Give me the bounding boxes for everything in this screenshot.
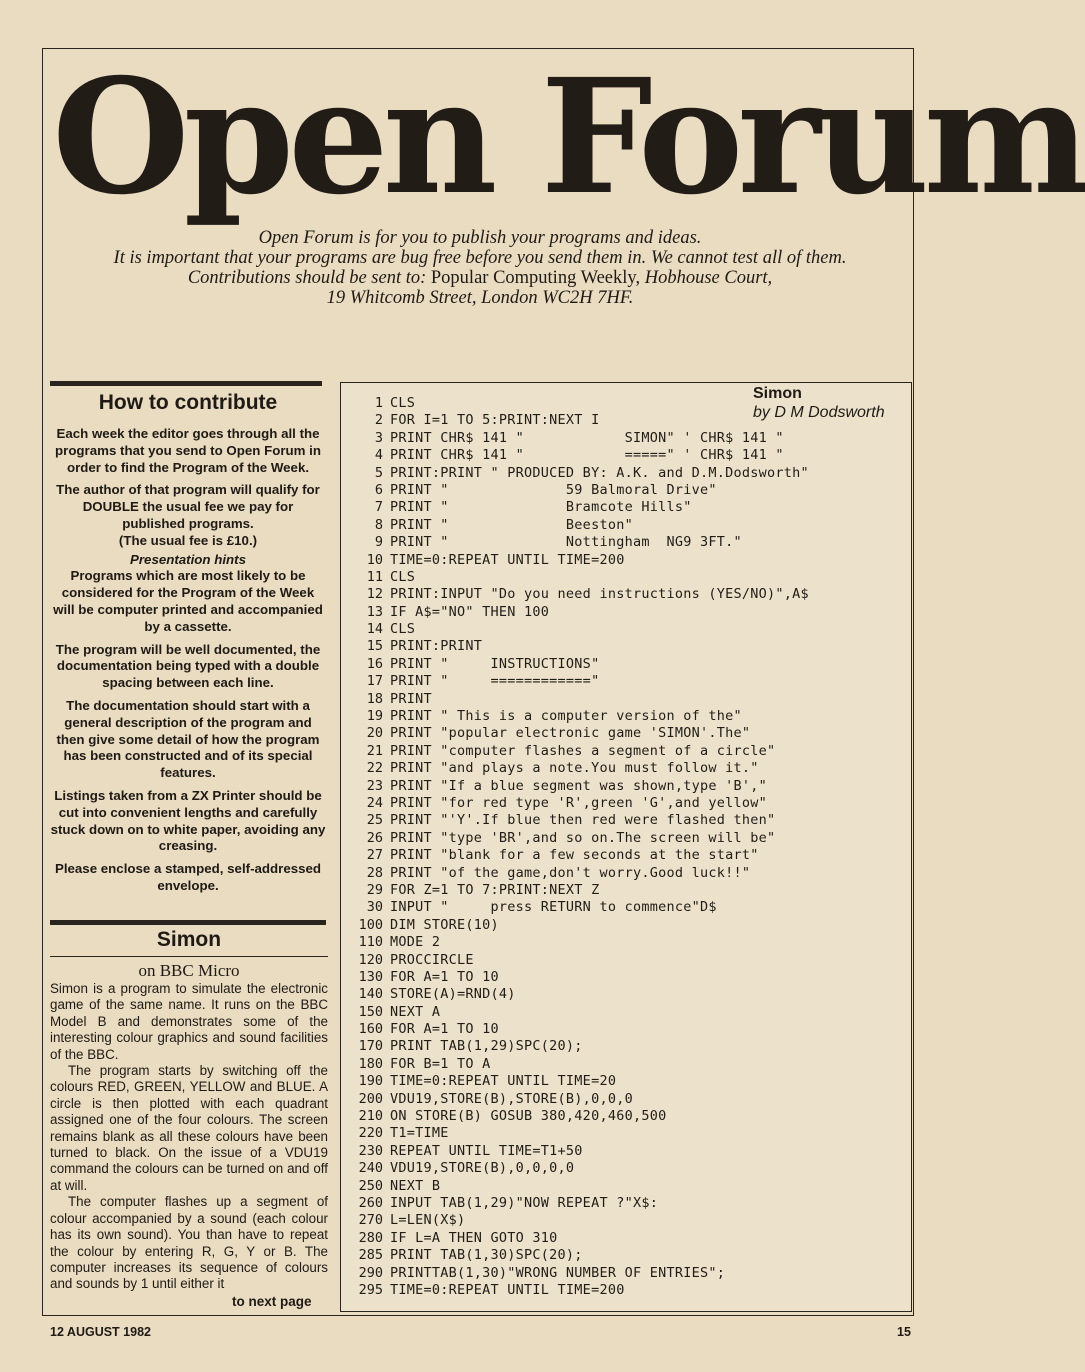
line-code: PRINT " Beeston" — [390, 516, 633, 533]
line-code: FOR A=1 TO 10 — [390, 1021, 499, 1038]
line-number: 270 — [358, 1212, 383, 1229]
code-line — [341, 638, 809, 655]
line-code: VDU19,STORE(B),0,0,0,0 — [390, 1160, 575, 1177]
line-code: TIME=0:REPEAT UNTIL TIME=20 — [390, 1073, 617, 1090]
line-number: 150 — [358, 1003, 383, 1020]
line-code: FOR I=1 TO 5:PRINT:NEXT I — [390, 412, 600, 429]
line-code: PRINT:PRINT " PRODUCED BY: A.K. and D.M.Dodsworth" — [390, 464, 809, 481]
line-number: 27 — [366, 847, 383, 864]
code-line — [341, 1143, 809, 1160]
line-code: FOR Z=1 TO 7:PRINT:NEXT Z — [390, 881, 600, 898]
line-number: 2 — [374, 412, 383, 429]
line-number: 140 — [358, 986, 383, 1003]
code-block — [341, 395, 809, 1299]
listing-title: Simon — [753, 385, 802, 402]
code-line — [341, 812, 809, 829]
line-code: PROCCIRCLE — [390, 951, 474, 968]
code-line — [341, 1004, 809, 1021]
code-line — [341, 1021, 809, 1038]
contribute-p6: Listings taken from a ZX Printer should be cut into convenient lengths and carefully stuck down on to white paper, avoiding any creasing. — [50, 787, 326, 854]
code-line — [341, 534, 809, 551]
hints-heading: Presentation hints — [130, 551, 246, 567]
section-rule-simon — [50, 920, 326, 925]
line-number: 4 — [374, 447, 383, 464]
contribute-p5: The documentation should start with a general description of the program and then give some detail of how the program has been constructed and of its special features. — [56, 697, 320, 781]
article-heading: Simon — [156, 928, 222, 951]
line-code: INPUT " press RETURN to commence"D$ — [390, 899, 717, 916]
line-number: 21 — [366, 742, 383, 759]
contribute-fee: (The usual fee is £10.) — [118, 532, 258, 548]
intro-line-4: 19 Whitcomb Street, London WC2H 7HF. — [326, 288, 634, 308]
line-code: PRINT "for red type 'R',green 'G',and yellow" — [390, 794, 767, 811]
code-line — [341, 691, 809, 708]
code-line — [341, 743, 809, 760]
line-number: 29 — [366, 881, 383, 898]
article-divider — [50, 956, 328, 957]
line-number: 200 — [358, 1090, 383, 1107]
intro-line-3-publication: Popular Computing Weekly, — [430, 268, 641, 288]
line-code: PRINT " Nottingham NG9 3FT." — [390, 534, 742, 551]
code-line — [341, 499, 809, 516]
code-line — [341, 1091, 809, 1108]
line-code: STORE(A)=RND(4) — [390, 986, 516, 1003]
code-line — [341, 778, 809, 795]
code-line — [341, 1230, 809, 1247]
intro-line-1: Open Forum is for you to publish your programs and ideas. — [258, 228, 702, 248]
line-number: 10 — [366, 551, 383, 568]
code-line — [341, 1125, 809, 1142]
line-number: 295 — [358, 1281, 383, 1298]
code-line — [341, 569, 809, 586]
footer-date: 12 AUGUST 1982 — [50, 1325, 151, 1339]
line-code: PRINT CHR$ 141 " =====" ' CHR$ 141 " — [390, 447, 784, 464]
contribute-p1: Each week the editor goes through all the programs that you send to Open Forum in order to find the Program of the Week. — [55, 426, 321, 475]
line-number: 14 — [366, 621, 383, 638]
line-code: CLS — [390, 621, 416, 638]
line-number: 130 — [358, 968, 383, 985]
line-code: PRINTTAB(1,30)"WRONG NUMBER OF ENTRIES"; — [390, 1264, 726, 1281]
code-line — [341, 1282, 809, 1299]
code-line — [341, 1178, 809, 1195]
line-number: 290 — [358, 1264, 383, 1281]
article-para-3: The computer flashes up a segment of colour accompanied by a sound (each colour has its own sound). You than have to repeat the colour by entering R, G, Y or B. The computer increases its sequence of colours and sounds by 1 until either it — [50, 1194, 328, 1292]
code-line — [341, 1195, 809, 1212]
line-number: 16 — [366, 655, 383, 672]
line-number: 250 — [358, 1177, 383, 1194]
code-line — [341, 395, 809, 412]
line-number: 160 — [358, 1021, 383, 1038]
article-subheading: on BBC Micro — [138, 961, 240, 980]
line-number: 30 — [366, 899, 383, 916]
line-number: 11 — [366, 568, 383, 585]
code-line — [341, 865, 809, 882]
line-number: 26 — [366, 829, 383, 846]
line-code: PRINT TAB(1,29)SPC(20); — [390, 1038, 583, 1055]
line-code: T1=TIME — [390, 1125, 449, 1142]
code-line — [341, 1212, 809, 1229]
line-code: ON STORE(B) GOSUB 380,420,460,500 — [390, 1108, 667, 1125]
line-number: 260 — [358, 1194, 383, 1211]
line-number: 6 — [374, 481, 383, 498]
code-line — [341, 604, 809, 621]
intro-line-3-end: Hobhouse Court, — [644, 268, 773, 288]
code-line — [341, 1160, 809, 1177]
code-line — [341, 882, 809, 899]
line-number: 12 — [366, 586, 383, 603]
code-line — [341, 412, 809, 429]
line-number: 17 — [366, 673, 383, 690]
line-number: 120 — [358, 951, 383, 968]
line-code: PRINT "'Y'.If blue then red were flashed then" — [390, 812, 776, 829]
line-code: PRINT "type 'BR',and so on.The screen will be" — [390, 829, 776, 846]
line-code: MODE 2 — [390, 934, 441, 951]
line-code: REPEAT UNTIL TIME=T1+50 — [390, 1142, 583, 1159]
contribute-p3: Programs which are most likely to be considered for the Program of the Week will be computer printed and accompanied by a cassette. — [53, 568, 323, 634]
line-number: 180 — [358, 1055, 383, 1072]
line-number: 3 — [374, 429, 383, 446]
code-line — [341, 447, 809, 464]
line-number: 170 — [358, 1038, 383, 1055]
intro-line-2: It is important that your programs are bug free before you send them in. We cannot test all of them. — [113, 248, 847, 268]
line-code: FOR B=1 TO A — [390, 1055, 491, 1072]
line-code: PRINT " INSTRUCTIONS" — [390, 655, 600, 672]
code-line — [341, 760, 809, 777]
line-code: PRINT " This is a computer version of the" — [390, 708, 742, 725]
line-code: PRINT " 59 Balmoral Drive" — [390, 481, 717, 498]
line-code: PRINT:INPUT "Do you need instructions (YES/NO)",A$ — [390, 586, 809, 603]
line-code: PRINT — [390, 690, 432, 707]
continued-link: to next page — [232, 1294, 312, 1309]
line-number: 110 — [358, 934, 383, 951]
contribute-heading: How to contribute — [98, 391, 278, 414]
line-number: 20 — [366, 725, 383, 742]
program-listing — [340, 382, 912, 1312]
line-code: PRINT "popular electronic game 'SIMON'.The" — [390, 725, 751, 742]
line-number: 22 — [366, 760, 383, 777]
line-number: 13 — [366, 603, 383, 620]
line-number: 230 — [358, 1142, 383, 1159]
line-number: 8 — [374, 516, 383, 533]
masthead-title: Open Forum — [52, 45, 1085, 230]
intro-line-3 — [60, 268, 900, 288]
code-line — [341, 830, 809, 847]
line-code: FOR A=1 TO 10 — [390, 968, 499, 985]
line-code: PRINT "If a blue segment was shown,type 'B'," — [390, 777, 767, 794]
line-code: PRINT CHR$ 141 " SIMON" ' CHR$ 141 " — [390, 429, 784, 446]
page-number: 15 — [897, 1325, 911, 1339]
line-number: 9 — [374, 534, 383, 551]
line-code: PRINT "blank for a few seconds at the start" — [390, 847, 759, 864]
line-code: PRINT "and plays a note.You must follow it." — [390, 760, 759, 777]
code-line — [341, 952, 809, 969]
code-line — [341, 552, 809, 569]
code-line — [341, 430, 809, 447]
line-code: NEXT B — [390, 1177, 441, 1194]
line-number: 7 — [374, 499, 383, 516]
line-code: IF A$="NO" THEN 100 — [390, 603, 550, 620]
line-number: 24 — [366, 794, 383, 811]
line-code: TIME=0:REPEAT UNTIL TIME=200 — [390, 1281, 625, 1298]
line-number: 18 — [366, 690, 383, 707]
line-number: 19 — [366, 708, 383, 725]
line-code: DIM STORE(10) — [390, 916, 499, 933]
code-line — [341, 795, 809, 812]
code-line — [341, 1265, 809, 1282]
line-code: CLS — [390, 568, 416, 585]
line-code: PRINT "of the game,don't worry.Good luck!!" — [390, 864, 751, 881]
code-line — [341, 708, 809, 725]
line-number: 15 — [366, 638, 383, 655]
code-line — [341, 986, 809, 1003]
how-to-contribute-box — [50, 390, 326, 901]
code-line — [341, 1247, 809, 1264]
contribute-p2: The author of that program will qualify for DOUBLE the usual fee we pay for published programs. — [56, 482, 320, 531]
line-number: 240 — [358, 1160, 383, 1177]
code-line — [341, 1108, 809, 1125]
line-code: NEXT A — [390, 1003, 441, 1020]
code-line — [341, 1038, 809, 1055]
line-number: 190 — [358, 1073, 383, 1090]
line-code: IF L=A THEN GOTO 310 — [390, 1229, 558, 1246]
article-para-1: Simon is a program to simulate the electronic game of the same name. It runs on the BBC Model B and demonstrates some of the interesting colour graphics and sound facilities of the BBC. — [50, 981, 328, 1062]
line-code: CLS — [390, 395, 416, 411]
intro-line-3-italic: Contributions should be sent to: — [187, 268, 427, 288]
contribute-p7: Please enclose a stamped, self-addressed envelope. — [54, 861, 322, 893]
code-line — [341, 847, 809, 864]
line-number: 280 — [358, 1229, 383, 1246]
code-line — [341, 465, 809, 482]
line-code: TIME=0:REPEAT UNTIL TIME=200 — [390, 551, 625, 568]
code-line — [341, 934, 809, 951]
section-rule-top — [50, 381, 322, 386]
code-line — [341, 1056, 809, 1073]
intro-text — [60, 228, 900, 308]
line-number: 23 — [366, 777, 383, 794]
line-number: 210 — [358, 1108, 383, 1125]
code-line — [341, 656, 809, 673]
line-number: 25 — [366, 812, 383, 829]
line-number: 28 — [366, 864, 383, 881]
line-code: PRINT " ============" — [390, 673, 600, 690]
code-line — [341, 482, 809, 499]
code-line — [341, 899, 809, 916]
line-code: PRINT:PRINT — [390, 638, 483, 655]
contribute-p4: The program will be well documented, the documentation being typed with a double spacing between each line. — [55, 641, 321, 691]
code-line — [341, 621, 809, 638]
line-code: PRINT " Bramcote Hills" — [390, 499, 692, 516]
article-para-2: The program starts by switching off the colours RED, GREEN, YELLOW and BLUE. A circle is then plotted with each quadrant assigned one of the four colours. The screen remains blank as all these colours have been turned to black. On the issue of a VDU19 command the colours can be turned on and off at will. — [50, 1063, 328, 1193]
line-number: 5 — [374, 464, 383, 481]
code-line — [341, 969, 809, 986]
simon-article — [50, 926, 328, 1293]
code-line — [341, 517, 809, 534]
code-line — [341, 586, 809, 603]
code-line — [341, 725, 809, 742]
code-line — [341, 673, 809, 690]
code-line — [341, 1073, 809, 1090]
line-number: 100 — [358, 916, 383, 933]
listing-author: by D M Dodsworth — [753, 404, 885, 421]
line-code: PRINT "computer flashes a segment of a circle" — [390, 742, 776, 759]
line-code: INPUT TAB(1,29)"NOW REPEAT ?"X$: — [390, 1194, 659, 1211]
line-number: 285 — [358, 1247, 383, 1264]
code-line — [341, 917, 809, 934]
line-number: 1 — [374, 395, 383, 411]
line-code: L=LEN(X$) — [390, 1212, 466, 1229]
line-code: VDU19,STORE(B),STORE(B),0,0,0 — [390, 1090, 633, 1107]
line-number: 220 — [358, 1125, 383, 1142]
line-code: PRINT TAB(1,30)SPC(20); — [390, 1247, 583, 1264]
